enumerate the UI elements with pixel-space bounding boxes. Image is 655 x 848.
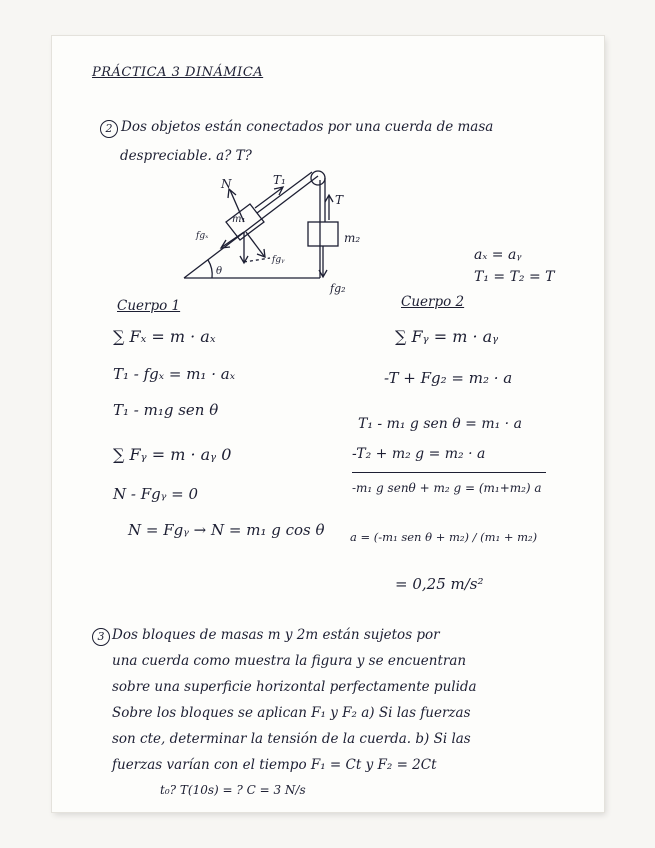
page-title: PRÁCTICA 3 DINÁMICA (92, 65, 264, 80)
body1-line-3: T₁ - m₁g sen θ (113, 401, 219, 419)
body2-line-3: T₁ - m₁ g sen θ = m₁ · a (358, 416, 522, 432)
label-theta: θ (216, 266, 223, 277)
relation-accel: aₓ = aᵧ (474, 247, 522, 263)
problem-2-line-2: despreciable. a? T? (120, 148, 252, 164)
block-m2 (308, 222, 338, 246)
problem-3-line-5: son cte, determinar la tensión de la cuerda. b) Si las (112, 731, 471, 747)
label-fg2: fg₂ (330, 282, 346, 295)
pulley (311, 171, 325, 185)
body1-line-5: N - Fgᵧ = 0 (113, 485, 199, 503)
problem-3-number: 3 (92, 628, 110, 646)
problem-3-line-2: una cuerda como muestra la figura y se encuentran (112, 653, 467, 669)
sum-rule (352, 472, 546, 473)
problem-3-line-7: t₀? T(10s) = ? C = 3 N/s (160, 783, 306, 797)
label-m1: m₁ (232, 214, 246, 225)
body2-heading: Cuerpo 2 (401, 294, 465, 310)
label-N: N (221, 177, 232, 191)
body1-line-6: N = Fgᵧ → N = m₁ g cos θ (128, 521, 325, 539)
incline-slope (184, 176, 318, 278)
relation-tension: T₁ = T₂ = T (474, 269, 555, 285)
problem-3-line-4: Sobre los bloques se aplican F₁ y F₂ a) Si las fuerzas (112, 705, 471, 721)
body2-line-2: -T + Fg₂ = m₂ · a (384, 369, 513, 387)
body1-heading: Cuerpo 1 (117, 298, 181, 314)
body2-line-4: -T₂ + m₂ g = m₂ · a (352, 446, 486, 462)
label-T: T (335, 193, 344, 207)
body2-line-5: -m₁ g senθ + m₂ g = (m₁+m₂) a (352, 481, 542, 495)
problem-3-line-3: sobre una superficie horizontal perfectamente pulida (112, 679, 477, 695)
label-T1: T₁ (273, 173, 286, 187)
label-m2: m₂ (344, 231, 361, 245)
problem-2-line-1: Dos objetos están conectados por una cuerda de masa (121, 119, 494, 135)
label-fgy: fgᵧ (272, 255, 285, 265)
body2-line-6: a = (-m₁ sen θ + m₂) / (m₁ + m₂) (350, 530, 538, 544)
problem-3-line-6: fuerzas varían con el tiempo F₁ = Ct y F₂ = 2Ct (112, 757, 437, 773)
problem-2-number: 2 (100, 120, 118, 138)
body1-line-2: T₁ - fgₓ = m₁ · aₓ (113, 365, 236, 383)
body2-line-1: ∑ Fᵧ = m · aᵧ (395, 327, 499, 346)
body1-line-4: ∑ Fᵧ = m · aᵧ 0 (113, 445, 232, 464)
label-fgx: fgₓ (196, 231, 209, 241)
problem-3-line-1: Dos bloques de masas m y 2m están sujetos por (112, 627, 440, 643)
body1-line-1: ∑ Fₓ = m · aₓ (113, 327, 216, 346)
body2-line-7: = 0,25 m/s² (395, 575, 484, 593)
